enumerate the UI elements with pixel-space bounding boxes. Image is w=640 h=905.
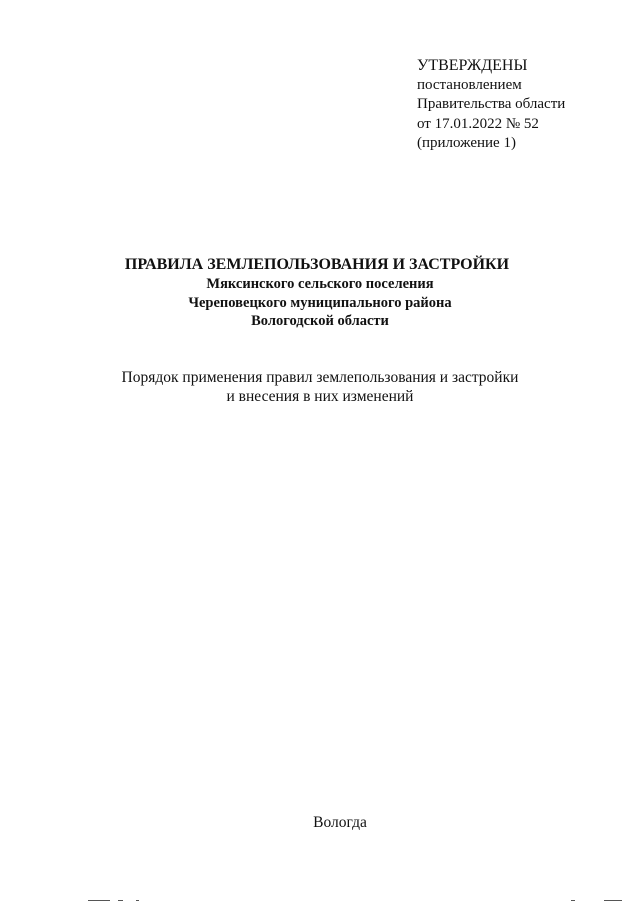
scan-mark xyxy=(136,900,139,901)
scan-mark xyxy=(88,900,110,901)
section-heading-line: Порядок применения правил землепользования и застройки xyxy=(121,369,519,386)
approval-stamp xyxy=(417,56,627,154)
title-settlement: Мяксинского сельского поселения xyxy=(206,275,434,292)
approval-line: от 17.01.2022 № 52 xyxy=(417,115,539,132)
scan-mark xyxy=(118,900,123,901)
approval-line: (приложение 1) xyxy=(417,135,516,151)
scan-mark xyxy=(571,900,575,901)
title-main: ПРАВИЛА ЗЕМЛЕПОЛЬЗОВАНИЯ И ЗАСТРОЙКИ xyxy=(124,256,510,273)
approval-line: постановлением xyxy=(417,76,522,93)
section-heading-line: и внесения в них изменений xyxy=(226,388,414,405)
title-region: Вологодской области xyxy=(251,313,389,330)
title-district: Череповецкого муниципального района xyxy=(188,294,452,311)
scan-artifacts xyxy=(0,896,640,905)
approval-line: Правительства области xyxy=(417,96,566,112)
city-footer: Вологда xyxy=(313,814,367,831)
document-title xyxy=(0,256,640,331)
approval-heading: УТВЕРЖДЕНЫ xyxy=(417,57,528,74)
scan-mark xyxy=(604,900,622,901)
section-heading xyxy=(0,368,640,406)
